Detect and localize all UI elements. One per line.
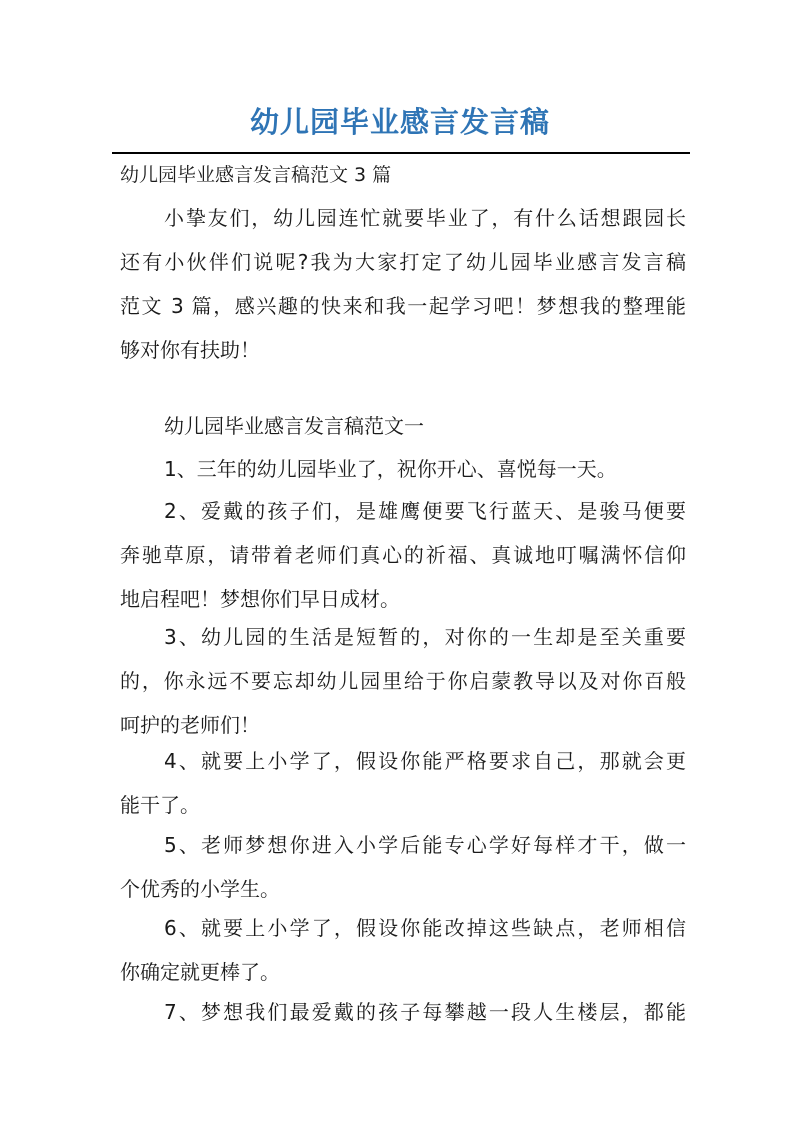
text-line: 地启程吧！梦想你们早日成材。: [120, 587, 400, 611]
text-line: 3、幼儿园的生活是短暂的，对你的一生却是至关重要: [164, 625, 686, 649]
text-line: 你确定就更棒了。: [120, 960, 280, 984]
text-line: 4、就要上小学了，假设你能严格要求自己，那就会更: [164, 749, 686, 773]
intro-paragraph: [120, 196, 686, 372]
document-title: 幼儿园毕业感言发言稿: [249, 105, 550, 139]
text-line: 能干了。: [120, 793, 200, 817]
text-line: 1、三年的幼儿园毕业了，祝你开心、喜悦每一天。: [164, 457, 617, 481]
list-item: [120, 990, 686, 1034]
text-line: 的，你永远不要忘却幼儿园里给于你启蒙教导以及对你百般: [120, 669, 686, 693]
text-line: 奔驰草原，请带着老师们真心的祈福、真诚地叮嘱满怀信仰: [120, 543, 686, 567]
section-heading: [120, 404, 686, 448]
list-item: [120, 615, 686, 747]
title-divider: [112, 152, 690, 154]
list-item: [120, 447, 686, 491]
text-line: 7、梦想我们最爱戴的孩子每攀越一段人生楼层，都能: [164, 1000, 686, 1024]
text-line: 还有小伙伴们说呢?我为大家打定了幼儿园毕业感言发言稿: [120, 250, 686, 274]
text-line: 够对你有扶助！: [120, 338, 260, 362]
document-subtitle: 幼儿园毕业感言发言稿范文 3 篇: [120, 164, 392, 186]
list-item: [120, 906, 686, 994]
section-heading-text: 幼儿园毕业感言发言稿范文一: [164, 414, 424, 438]
text-line: 5、老师梦想你进入小学后能专心学好每样才干，做一: [164, 833, 686, 857]
text-line: 呵护的老师们！: [120, 713, 260, 737]
text-line: 2、爱戴的孩子们，是雄鹰便要飞行蓝天、是骏马便要: [164, 499, 686, 523]
text-line: 6、就要上小学了，假设你能改掉这些缺点，老师相信: [164, 916, 686, 940]
text-line: 个优秀的小学生。: [120, 877, 280, 901]
text-line: 范文 3 篇，感兴趣的快来和我一起学习吧！梦想我的整理能: [120, 294, 686, 318]
text-line: 小挚友们，幼儿园连忙就要毕业了，有什么话想跟园长: [164, 206, 686, 230]
list-item: [120, 739, 686, 827]
list-item: [120, 489, 686, 621]
list-item: [120, 823, 686, 911]
